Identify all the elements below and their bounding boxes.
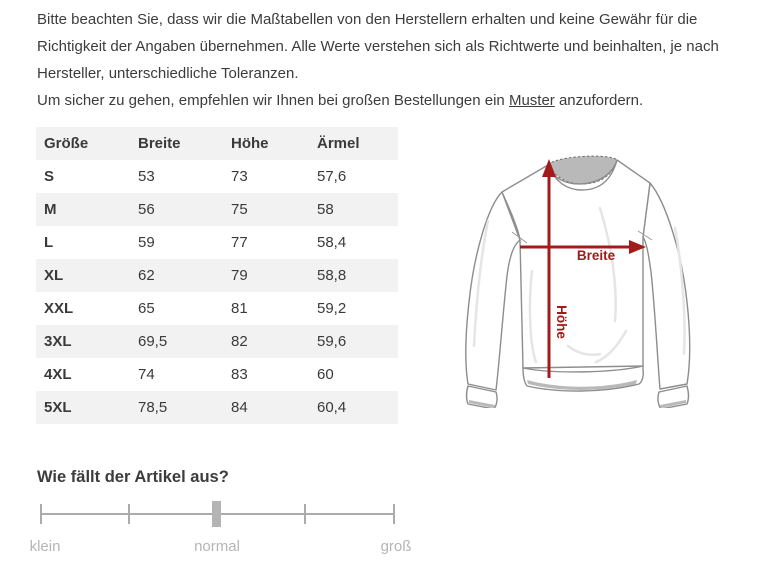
slider-tick	[40, 504, 42, 524]
value-cell: 84	[231, 399, 248, 416]
sweater-outline	[466, 160, 690, 408]
value-cell: 69,5	[138, 333, 168, 350]
width-label: Breite	[576, 248, 616, 263]
size-cell: 5XL	[44, 399, 72, 416]
table-row	[36, 193, 398, 226]
value-cell: 74	[138, 366, 155, 383]
sample-hint-text: Um sicher zu gehen, empfehlen wir Ihnen bei großen Bestellungen ein	[37, 92, 509, 109]
table-row	[36, 226, 398, 259]
column-header: Ärmel	[317, 135, 360, 152]
fit-label-klein: klein	[29, 538, 61, 555]
height-label: Höhe	[554, 305, 569, 339]
size-cell: 3XL	[44, 333, 72, 350]
muster-link[interactable]: Muster	[508, 92, 555, 109]
fit-slider-handle	[212, 501, 221, 527]
value-cell: 57,6	[317, 168, 347, 185]
size-cell: XXL	[44, 300, 74, 317]
sweater-diagram	[448, 146, 708, 408]
slider-tick	[393, 504, 395, 524]
size-cell: S	[44, 168, 55, 185]
size-cell: 4XL	[44, 366, 72, 383]
table-row	[36, 358, 398, 391]
fit-slider-track	[40, 513, 395, 515]
size-table-head	[36, 127, 398, 160]
fit-question-heading: Wie fällt der Artikel aus?	[37, 468, 229, 486]
value-cell: 78,5	[138, 399, 168, 416]
fit-label-gross: groß	[380, 538, 412, 555]
value-cell: 79	[231, 267, 248, 284]
sweater-illustration	[448, 146, 708, 408]
size-cell: M	[44, 201, 57, 218]
header-row	[36, 127, 398, 160]
table-row	[36, 259, 398, 292]
column-header: Größe	[44, 135, 89, 152]
table-row	[36, 160, 398, 193]
size-cell: L	[44, 234, 54, 251]
table-row	[36, 325, 398, 358]
value-cell: 65	[138, 300, 155, 317]
slider-tick	[304, 504, 306, 524]
fit-label-normal: normal	[194, 538, 240, 555]
value-cell: 60,4	[317, 399, 347, 416]
column-header: Breite	[138, 135, 181, 152]
value-cell: 59,6	[317, 333, 347, 350]
value-cell: 77	[231, 234, 248, 251]
size-table-body	[36, 160, 398, 424]
sample-hint-text-after: anzufordern.	[554, 92, 644, 109]
value-cell: 82	[231, 333, 248, 350]
value-cell: 83	[231, 366, 248, 383]
size-cell: XL	[44, 267, 64, 284]
value-cell: 59	[138, 234, 155, 251]
value-cell: 62	[138, 267, 155, 284]
value-cell: 56	[138, 201, 155, 218]
size-disclaimer-text	[37, 6, 753, 114]
value-cell: 81	[231, 300, 248, 317]
table-row	[36, 292, 398, 325]
value-cell: 58,8	[317, 267, 347, 284]
table-row	[36, 391, 398, 424]
sample-hint-paragraph	[37, 87, 753, 114]
value-cell: 58,4	[317, 234, 347, 251]
value-cell: 59,2	[317, 300, 347, 317]
size-table	[36, 127, 398, 424]
column-header: Höhe	[231, 135, 269, 152]
slider-tick	[128, 504, 130, 524]
value-cell: 58	[317, 201, 334, 218]
value-cell: 75	[231, 201, 248, 218]
value-cell: 53	[138, 168, 155, 185]
disclaimer-paragraph: Bitte beachten Sie, dass wir die Maßtabellen von den Herstellern erhalten und keine Gewähr für die Richtigkeit der Angaben übernehmen. Alle Werte verstehen sich als Richtwerte und beinhalten, je nach Hersteller, unterschiedliche Toleranzen.	[37, 11, 719, 82]
value-cell: 73	[231, 168, 248, 185]
value-cell: 60	[317, 366, 334, 383]
